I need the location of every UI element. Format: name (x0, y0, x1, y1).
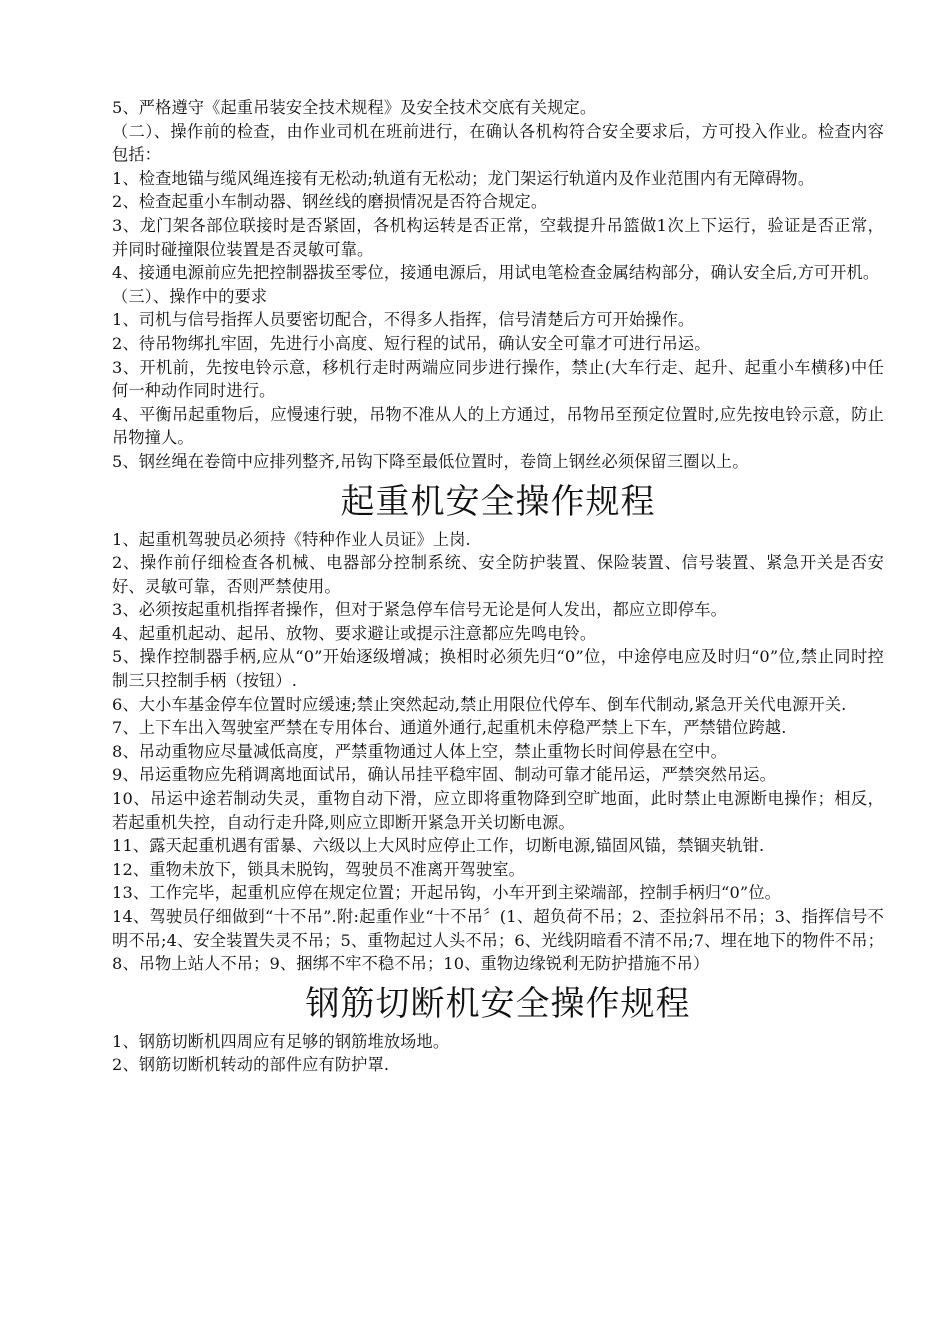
rule-paragraph: 6、大小车基金停车位置时应缓速;禁止突然起动,禁止用限位代停车、倒车代制动,紧急开关代电源开关. (112, 694, 847, 714)
section-rebar-cutter-rules (112, 1030, 884, 1077)
document-page (112, 96, 884, 1077)
rule-paragraph: 14、驾驶员仔细做到“十不吊”.附:起重作业“十不吊〞(1、超负荷不吊；2、歪拉斜吊不吊；3、指挥信号不明不吊;4、安全装置失灵不吊；5、重物起过人头不吊；6、光线阴暗看不清不吊;7、埋在地下的物件不吊；8、吊物上站人不吊；9、捆绑不牢不稳不吊；10、重物边缘锐利无防护措施不吊） (112, 907, 884, 974)
rule-paragraph: 10、吊运中途若制动失灵，重物自动下滑，应立即将重物降到空旷地面，此时禁止电源断电操作；相反，若起重机失控，自动行走升降,则应立即断开紧急开关切断电源。 (112, 789, 884, 832)
rule-paragraph: 1、检查地锚与缆风绳连接有无松动;轨道有无松动；龙门架运行轨道内及作业范围内有无障碍物。 (112, 168, 815, 188)
rule-paragraph: 2、操作前仔细检查各机械、电器部分控制系统、安全防护装置、保险装置、信号装置、紧急开关是否安好、灵敏可靠，否则严禁使用。 (112, 553, 884, 596)
rule-paragraph: 4、接通电源前应先把控制器拔至零位，接通电源后，用试电笔检查金属结构部分，确认安全后,方可开机。 (112, 263, 880, 283)
rule-paragraph: 1、司机与信号指挥人员要密切配合，不得多人指挥，信号清楚后方可开始操作。 (112, 310, 695, 330)
rule-paragraph: 3、必须按起重机指挥者操作，但对于紧急停车信号无论是何人发出，都应立即停车。 (112, 600, 727, 620)
rule-paragraph: 8、吊动重物应尽量减低高度，严禁重物通过人体上空，禁止重物长时间停悬在空中。 (112, 741, 727, 761)
rule-paragraph: 11、露天起重机遇有雷暴、六级以上大风时应停止工作，切断电源,锚固风锚，禁锢夹轨钳. (112, 836, 765, 856)
rule-paragraph: 4、起重机起动、起吊、放物、要求避让或提示注意都应先鸣电铃。 (112, 623, 597, 643)
rule-paragraph: 3、开机前，先按电铃示意，移机行走时两端应同步进行操作，禁止(大车行走、起升、起重小车横移)中任何一种动作同时进行。 (112, 357, 884, 401)
subsection-heading: （二）、操作前的检查，由作业司机在班前进行，在确认各机构符合安全要求后，方可投入作业。检查内容包括： (112, 121, 884, 165)
rule-paragraph: 1、钢筋切断机四周应有足够的钢筋堆放场地。 (112, 1031, 450, 1051)
rule-paragraph: 5、严格遵守《起重吊装安全技术规程》及安全技术交底有关规定。 (112, 98, 597, 117)
rule-paragraph: 12、重物未放下，锁具未脱钩，驾驶员不准离开驾驶室。 (112, 859, 525, 879)
subsection-heading: （三）、操作中的要求 (112, 286, 268, 306)
section-gantry-crane-rules (112, 96, 884, 474)
rule-paragraph: 2、待吊物绑扎牢固，先进行小高度、短行程的试吊，确认安全可靠才可进行吊运。 (112, 333, 711, 353)
rule-paragraph: 3、龙门架各部位联接时是否紧固，各机构运转是否正常，空载提升吊篮做1次上下运行，验证是否正常，并同时碰撞限位装置是否灵敏可靠。 (112, 215, 884, 259)
rule-paragraph: 4、平衡吊起重物后，应慢速行驶，吊物不准从人的上方通过，吊物吊至预定位置时,应先按电铃示意，防止吊物撞人。 (112, 404, 884, 448)
section-crane-rules (112, 528, 884, 976)
rebar-cutter-rules-title: 钢筋切断机安全操作规程 (305, 983, 691, 1024)
rule-paragraph: 2、检查起重小车制动器、钢丝线的磨损情况是否符合规定。 (112, 192, 548, 212)
rule-paragraph: 5、操作控制器手柄,应从“0”开始逐级增减；换相时必须先归“0”位，中途停电应及时归“0”位,禁止同时控制三只控制手柄（按钮）. (112, 647, 884, 691)
rule-paragraph: 13、工作完毕，起重机应停在规定位置；开起吊钩，小车开到主梁端部，控制手柄归“0”位。 (112, 883, 782, 903)
crane-rules-title: 起重机安全操作规程 (340, 481, 656, 522)
rule-paragraph: 7、上下车出入驾驶室严禁在专用体台、通道外通行,起重机未停稳严禁上下车，严禁错位跨越. (112, 718, 787, 738)
rule-paragraph: 5、钢丝绳在卷筒中应排列整齐,吊钩下降至最低位置时，卷筒上钢丝必须保留三圈以上。 (112, 451, 749, 471)
rule-paragraph: 1、起重机驾驶员必须持《特种作业人员证》上岗. (112, 529, 471, 549)
rule-paragraph: 9、吊运重物应先稍调离地面试吊，确认吊挂平稳牢固、制动可靠才能吊运，严禁突然吊运。 (112, 765, 776, 785)
rule-paragraph: 2、钢筋切断机转动的部件应有防护罩. (112, 1055, 390, 1075)
